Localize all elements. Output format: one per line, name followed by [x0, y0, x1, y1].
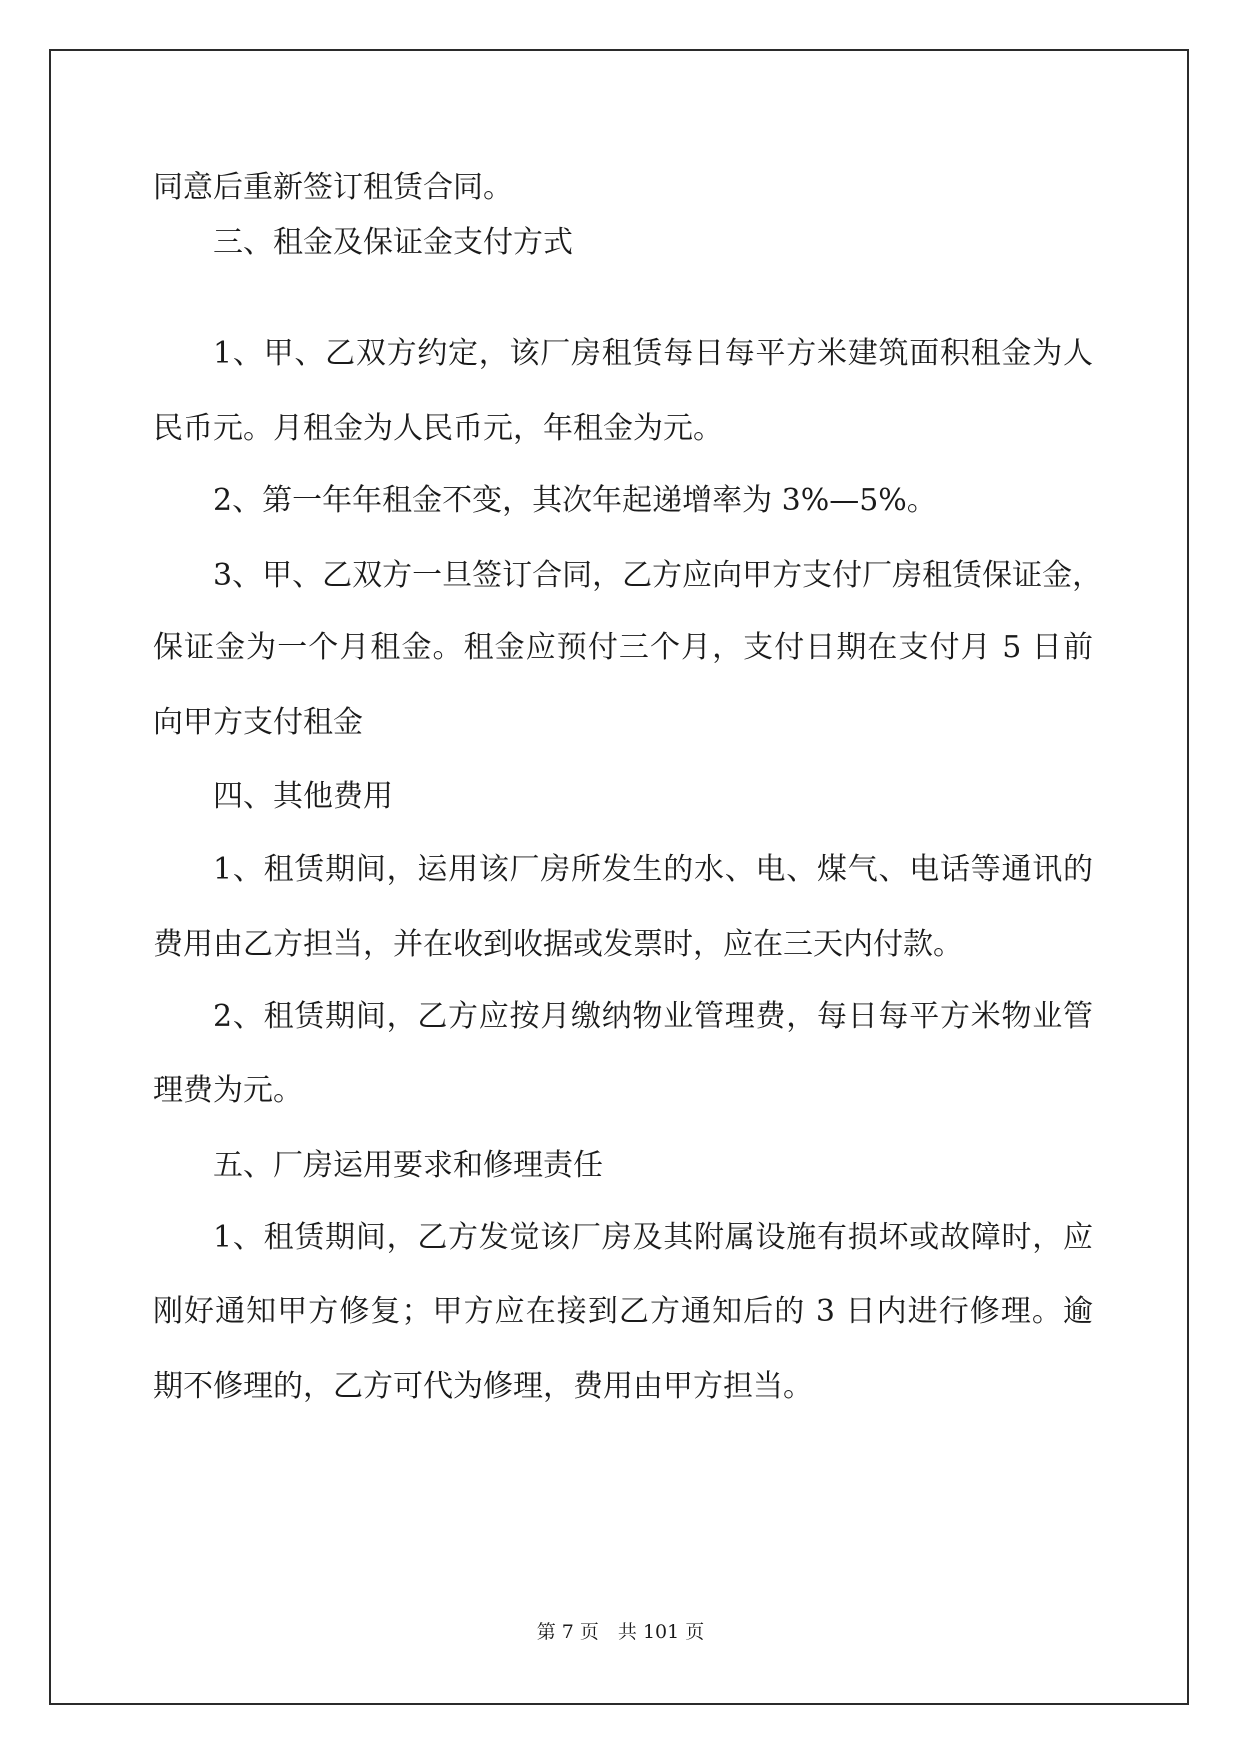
paragraph-line: 理费为元。: [153, 1073, 303, 1108]
paragraph-line: 1、租赁期间，乙方发觉该厂房及其附属设施有损坏或故障时，应: [213, 1220, 1093, 1255]
section-heading: 四、其他费用: [213, 779, 393, 814]
paragraph-line: 2、租赁期间，乙方应按月缴纳物业管理费，每日每平方米物业管: [213, 999, 1093, 1034]
paragraph-line: 保证金为一个月租金。租金应预付三个月，支付日期在支付月 5 日前: [153, 630, 1093, 665]
paragraph-line: 民币元。月租金为人民币元，年租金为元。: [153, 411, 723, 446]
paragraph-line: 向甲方支付租金: [153, 705, 363, 740]
paragraph-line: 同意后重新签订租赁合同。: [153, 170, 513, 205]
paragraph-line: 1、租赁期间，运用该厂房所发生的水、电、煤气、电话等通讯的: [213, 852, 1093, 887]
paragraph-line: 期不修理的，乙方可代为修理，费用由甲方担当。: [153, 1369, 813, 1404]
section-heading: 五、厂房运用要求和修理责任: [213, 1148, 603, 1183]
paragraph-line: 3、甲、乙双方一旦签订合同，乙方应向甲方支付厂房租赁保证金，: [213, 558, 1103, 593]
section-heading: 三、租金及保证金支付方式: [213, 225, 573, 260]
paragraph-line: 刚好通知甲方修复；甲方应在接到乙方通知后的 3 日内进行修理。逾: [153, 1294, 1093, 1329]
page-number-footer: 第 7 页 共 101 页: [536, 1621, 705, 1643]
paragraph-line: 2、第一年年租金不变，其次年起递增率为 3%—5%。: [213, 483, 937, 518]
paragraph-line: 费用由乙方担当，并在收到收据或发票时，应在三天内付款。: [153, 927, 963, 962]
paragraph-line: 1、甲、乙双方约定，该厂房租赁每日每平方米建筑面积租金为人: [213, 336, 1093, 371]
